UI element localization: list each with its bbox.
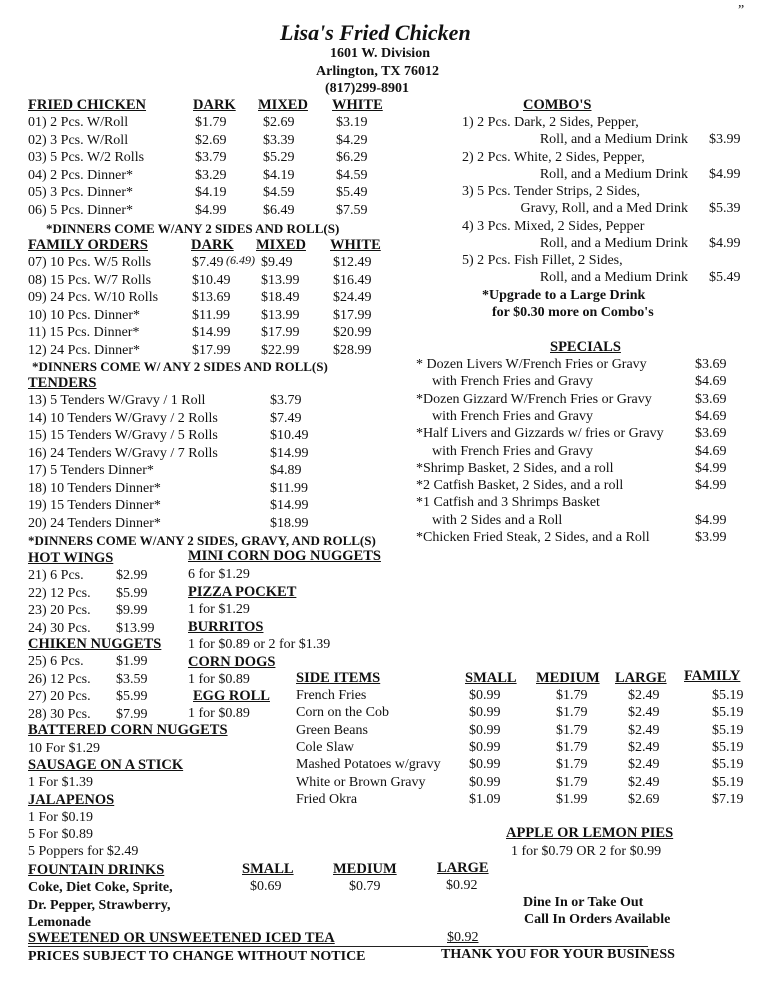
special-price: $4.69 [695,374,727,390]
thank-you-note: THANK YOU FOR YOUR BUSINESS [441,947,675,962]
menu-item-price: $5.99 [116,585,148,601]
corn-dogs-heading: CORN DOGS [188,654,276,670]
city: Arlington, TX 76012 [316,64,440,79]
price-mixed: $22.99 [261,342,300,358]
combo-description: Roll, and a Medium Drink [539,235,688,251]
pies-price: 1 for $0.79 OR 2 for $0.99 [511,844,662,859]
price-small: $1.09 [469,791,501,807]
menu-item-name: 22) 12 Pcs. [28,585,91,601]
special-item: * Dozen Livers W/French Fries or Gravy [416,357,647,372]
price-family: $5.19 [712,705,744,721]
menu-item-name: 21) 6 Pcs. [28,568,84,583]
combo-description: 5) 2 Pcs. Fish Fillet, 2 Sides, [462,253,623,269]
price-mixed: $6.49 [263,202,295,218]
combo-price: $5.39 [709,201,741,217]
combo-upgrade-line2: for $0.30 more on Combo's [492,305,654,320]
price-dark: $3.29 [195,167,227,183]
price-mixed: $17.99 [261,325,300,340]
price-white: $17.99 [333,307,372,323]
fried-chicken-note: *DINNERS COME W/ANY 2 SIDES AND ROLL(S) [46,221,340,236]
combo-price: $3.99 [709,132,741,147]
menu-item-price: $11.99 [270,480,308,496]
special-price: $3.69 [695,426,727,442]
price-family: $5.19 [712,688,744,703]
combo-price: $5.49 [709,270,741,286]
special-item: *Chicken Fried Steak, 2 Sides, and a Roll [416,530,650,545]
col-family: FAMILY [684,668,741,684]
pies-heading: APPLE OR LEMON PIES [506,825,674,841]
menu-item-name: 23) 20 Pcs. [28,603,91,618]
price-mixed: $4.59 [263,185,295,200]
price-medium: $1.79 [556,774,588,790]
price-white: $4.29 [336,132,368,148]
side-items-heading: SIDE ITEMS [296,670,381,686]
special-price: $3.69 [695,357,727,372]
jalapenos-line: 1 For $0.19 [28,810,93,825]
price-small: $0.99 [469,705,501,721]
menu-item-price: $3.79 [270,393,302,408]
drinks-col-small: SMALL [242,861,294,877]
menu-item-name: 04) 2 Pcs. Dinner* [28,167,133,183]
menu-item-name: 02) 3 Pcs. W/Roll [28,132,129,148]
side-item-name: Green Beans [296,722,368,738]
egg-roll-heading: EGG ROLL [193,688,270,704]
menu-item-name: 10) 10 Pcs. Dinner* [28,307,140,323]
menu-item-price: $14.99 [270,445,309,461]
price-medium: $1.79 [556,688,588,703]
menu-item-name: 08) 15 Pcs. W/7 Rolls [28,272,152,288]
fountain-drinks-heading: FOUNTAIN DRINKS [28,862,165,878]
iced-tea-price: $0.92 [447,930,479,945]
drinks-line: Coke, Diet Coke, Sprite, [28,880,173,895]
price-family: $5.19 [712,722,744,738]
jalapenos-heading: JALAPENOS [28,792,115,808]
menu-item-name: 03) 5 Pcs. W/2 Rolls [28,150,145,165]
menu-item-name: 07) 10 Pcs. W/5 Rolls [28,255,152,270]
special-price: $4.99 [695,460,727,476]
side-item-name: Mashed Potatoes w/gravy [296,757,441,773]
price-white: $5.49 [336,185,368,200]
drinks-small-price: $0.69 [250,879,282,894]
price-mixed: $3.39 [263,132,295,148]
price-dark: $17.99 [192,342,231,358]
menu-item-price: $14.99 [270,498,309,513]
fried-chicken-heading: FRIED CHICKEN [28,97,147,113]
hot-wings-heading: HOT WINGS [28,550,114,566]
price-large: $2.49 [628,739,660,755]
price-dark: $10.49 [192,272,231,288]
prices-note: PRICES SUBJECT TO CHANGE WITHOUT NOTICE [28,949,366,964]
combos-heading: COMBO'S [523,97,592,113]
combo-description: Roll, and a Medium Drink [539,270,688,286]
special-price: $3.99 [695,530,727,545]
price-dark: $3.79 [195,150,227,165]
menu-item-name: 01) 2 Pcs. W/Roll [28,115,129,130]
price-white: $6.29 [336,150,368,165]
price-dark: $1.79 [195,115,227,130]
drinks-line: Lemonade [28,915,91,930]
jalapenos-line: 5 Poppers for $2.49 [28,844,139,859]
price-small: $0.99 [469,739,501,755]
menu-item-price: $18.99 [270,515,309,531]
price-white: $12.49 [333,255,372,270]
special-price: $4.69 [695,408,727,424]
menu-item-price: $7.99 [116,706,148,722]
col-mixed: MIXED [256,237,306,253]
menu-item-name: 20) 24 Tenders Dinner* [28,515,161,531]
price-mixed: $18.49 [261,290,300,305]
price-dark: $14.99 [192,325,231,340]
price-small: $0.99 [469,722,501,738]
price-mixed: $4.19 [263,167,295,183]
special-item: *Half Livers and Gizzards w/ fries or Gravy [416,426,664,442]
price-white: $3.19 [336,115,368,130]
menu-item-price: $7.49 [270,410,302,426]
drinks-medium-price: $0.79 [349,879,381,894]
price-dark: $2.69 [195,132,227,148]
side-item-name: White or Brown Gravy [296,774,426,790]
col-medium: MEDIUM [536,670,600,686]
special-item: with French Fries and Gravy [432,408,593,424]
price-large: $2.49 [628,757,660,773]
special-item: *2 Catfish Basket, 2 Sides, and a roll [416,478,624,494]
menu-item-name: 14) 10 Tenders W/Gravy / 2 Rolls [28,410,218,426]
col-dark: DARK [193,97,236,113]
menu-item-name: 24) 30 Pcs. [28,620,91,636]
menu-item-name: 28) 30 Pcs. [28,706,91,722]
corner-mark: ” [738,3,745,18]
corn-dogs-price: 1 for $0.89 [188,672,250,687]
drinks-line: Dr. Pepper, Strawberry, [28,898,171,913]
menu-item-name: 06) 5 Pcs. Dinner* [28,202,133,218]
menu-item-name: 09) 24 Pcs. W/10 Rolls [28,290,159,305]
specials-heading: SPECIALS [550,339,621,355]
col-mixed: MIXED [258,97,308,113]
price-dark: $4.99 [195,202,227,218]
price-small: $0.99 [469,757,501,773]
family-orders-note: *DINNERS COME W/ ANY 2 SIDES AND ROLL(S) [32,359,328,374]
price-mixed: $5.29 [263,150,295,165]
price-medium: $1.79 [556,722,588,738]
menu-item-name: 26) 12 Pcs. [28,671,91,687]
special-item: with French Fries and Gravy [432,443,593,459]
battered-corn-heading: BATTERED CORN NUGGETS [28,722,228,738]
price-medium: $1.99 [556,791,588,807]
price-family: $5.19 [712,774,744,790]
menu-item-name: 16) 24 Tenders W/Gravy / 7 Rolls [28,445,218,461]
menu-item-price: $2.99 [116,568,148,583]
special-item: with French Fries and Gravy [432,374,593,390]
menu-item-name: 18) 10 Tenders Dinner* [28,480,161,496]
combo-description: Gravy, Roll, and a Med Drink [520,201,688,217]
special-price: $4.99 [695,512,727,528]
combo-upgrade-line1: *Upgrade to a Large Drink [482,288,646,303]
price-medium: $1.79 [556,705,588,721]
pizza-pocket-price: 1 for $1.29 [188,602,250,617]
sausage-heading: SAUSAGE ON A STICK [28,757,184,773]
menu-item-name: 17) 5 Tenders Dinner* [28,463,154,478]
sausage-price: 1 For $1.39 [28,775,93,790]
price-family: $5.19 [712,757,744,773]
price-large: $2.69 [628,791,660,807]
price-large: $2.49 [628,774,660,790]
egg-roll-price: 1 for $0.89 [188,706,250,721]
price-white: $24.49 [333,290,372,305]
price-mixed: $13.99 [261,307,300,323]
iced-tea: SWEETENED OR UNSWEETENED ICED TEA [28,930,335,946]
handwritten-note: (6.49) [226,253,255,267]
price-white: $28.99 [333,342,372,358]
combo-description: 1) 2 Pcs. Dark, 2 Sides, Pepper, [462,115,639,130]
side-item-name: Corn on the Cob [296,705,389,721]
tenders-heading: TENDERS [28,375,97,391]
price-small: $0.99 [469,774,501,790]
dine-in-note: Dine In or Take Out [523,895,644,910]
menu-item-name: 11) 15 Pcs. Dinner* [28,325,140,340]
price-family: $5.19 [712,739,744,755]
combo-description: 3) 5 Pcs. Tender Strips, 2 Sides, [462,184,641,200]
col-white: WHITE [332,97,383,113]
drinks-large-price: $0.92 [446,878,478,893]
combo-description: 2) 2 Pcs. White, 2 Sides, Pepper, [462,149,645,165]
combo-description: Roll, and a Medium Drink [539,132,688,147]
price-small: $0.99 [469,688,501,703]
address: 1601 W. Division [330,46,430,61]
burritos-price: 1 for $0.89 or 2 for $1.39 [188,637,331,652]
price-white: $7.59 [336,202,368,218]
combo-description: 4) 3 Pcs. Mixed, 2 Sides, Pepper [462,218,645,234]
menu-item-name: 12) 24 Pcs. Dinner* [28,342,140,358]
combo-price: $4.99 [709,235,741,251]
col-white: WHITE [330,237,381,253]
price-mixed: $13.99 [261,272,300,288]
menu-item-price: $13.99 [116,620,155,636]
battered-corn-price: 10 For $1.29 [28,741,100,756]
call-in-note: Call In Orders Available [524,912,671,927]
menu-item-price: $9.99 [116,603,148,618]
restaurant-title: Lisa's Fried Chicken [280,20,471,45]
drinks-col-large: LARGE [437,860,489,876]
special-price: $4.99 [695,478,727,494]
drinks-col-medium: MEDIUM [333,861,397,877]
col-small: SMALL [465,670,517,686]
burritos-heading: BURRITOS [188,619,264,635]
price-dark: $7.49 [192,255,224,270]
price-large: $2.49 [628,722,660,738]
special-price: $3.69 [695,391,727,407]
price-white: $16.49 [333,272,372,288]
price-dark: $13.69 [192,290,231,305]
special-price: $4.69 [695,443,727,459]
mini-corn-dog-heading: MINI CORN DOG NUGGETS [188,548,381,564]
price-large: $2.49 [628,688,660,703]
col-large: LARGE [615,670,667,686]
price-white: $4.59 [336,167,368,183]
tenders-note: *DINNERS COME W/ANY 2 SIDES, GRAVY, AND ROLL(S) [28,533,376,548]
phone: (817)299-8901 [325,81,409,96]
special-item: *Dozen Gizzard W/French Fries or Gravy [416,391,652,407]
menu-item-price: $1.99 [116,654,148,669]
menu-item-name: 25) 6 Pcs. [28,654,84,669]
price-white: $20.99 [333,325,372,340]
pizza-pocket-heading: PIZZA POCKET [188,584,297,600]
combo-description: Roll, and a Medium Drink [539,166,688,182]
menu-item-name: 27) 20 Pcs. [28,689,91,704]
col-dark: DARK [191,237,234,253]
menu-item-price: $5.99 [116,689,148,704]
menu-item-price: $4.89 [270,463,302,478]
price-mixed: $2.69 [263,115,295,130]
menu-item-price: $10.49 [270,428,309,443]
price-medium: $1.79 [556,739,588,755]
menu-item-name: 13) 5 Tenders W/Gravy / 1 Roll [28,393,206,408]
special-item: with 2 Sides and a Roll [432,512,563,528]
special-item: *1 Catfish and 3 Shrimps Basket [416,495,600,511]
price-family: $7.19 [712,791,744,807]
combo-price: $4.99 [709,166,741,182]
price-dark: $11.99 [192,307,230,323]
mini-corn-dog-price: 6 for $1.29 [188,567,250,582]
family-orders-heading: FAMILY ORDERS [28,237,148,253]
side-item-name: French Fries [296,688,367,703]
menu-item-name: 15) 15 Tenders W/Gravy / 5 Rolls [28,428,218,443]
special-item: *Shrimp Basket, 2 Sides, and a roll [416,460,614,476]
menu-item-name: 19) 15 Tenders Dinner* [28,498,161,513]
menu-item-price: $3.59 [116,671,148,687]
jalapenos-line: 5 For $0.89 [28,827,93,842]
chiken-nuggets-heading: CHIKEN NUGGETS [28,636,162,652]
price-dark: $4.19 [195,185,227,200]
side-item-name: Fried Okra [296,791,358,807]
price-medium: $1.79 [556,757,588,773]
side-item-name: Cole Slaw [296,739,354,755]
menu-item-name: 05) 3 Pcs. Dinner* [28,185,133,200]
price-mixed: $9.49 [261,255,293,270]
price-large: $2.49 [628,705,660,721]
